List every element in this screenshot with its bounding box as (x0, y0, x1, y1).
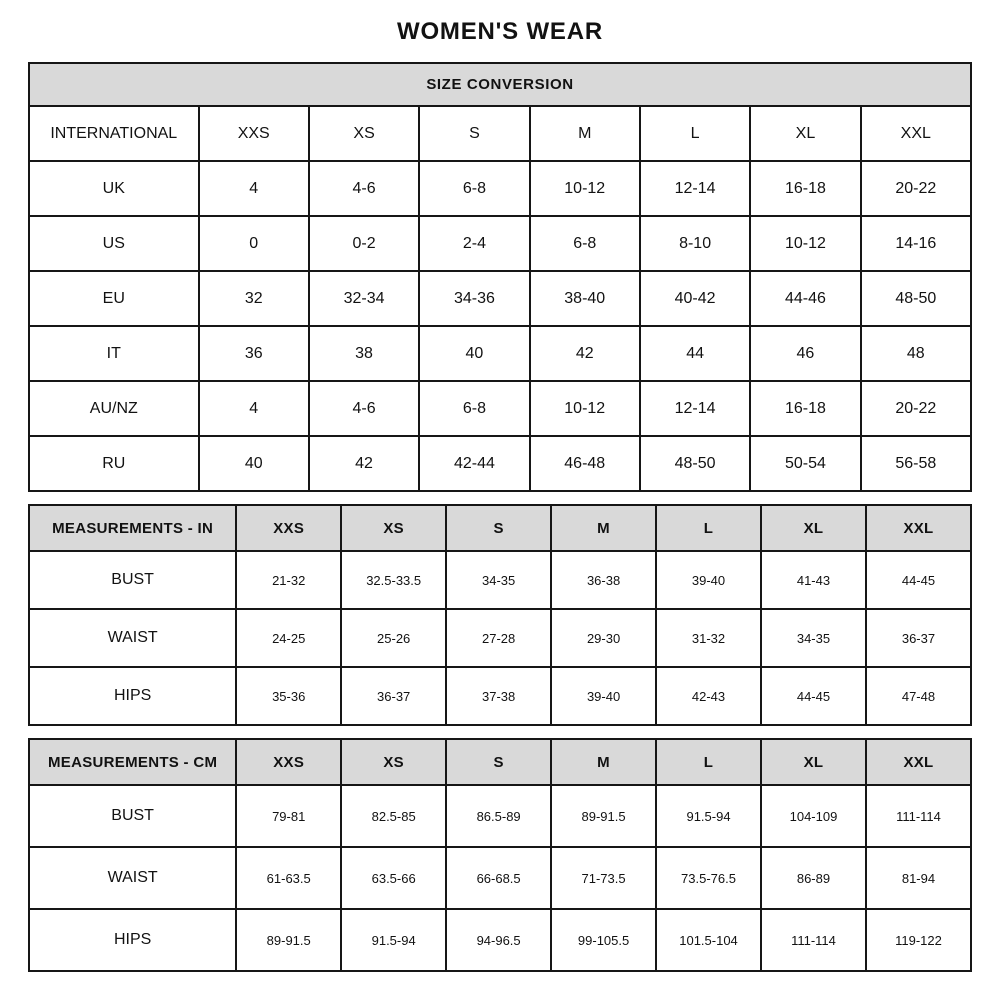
cell-value: 50-54 (750, 436, 860, 491)
cell-value: 0 (199, 216, 309, 271)
cell-value: 44 (640, 326, 750, 381)
measurements-cm-col-label: MEASUREMENTS - CM (29, 739, 236, 785)
measurements-cm-col-l: L (656, 739, 761, 785)
cell-value: 71-73.5 (551, 847, 656, 909)
cell-value: 25-26 (341, 609, 446, 667)
row-label: BUST (29, 785, 236, 847)
cell-value: 40-42 (640, 271, 750, 326)
cell-value: 2-4 (419, 216, 529, 271)
cell-value: 111-114 (866, 785, 971, 847)
cell-value: 29-30 (551, 609, 656, 667)
measurements-in-row-bust (29, 551, 971, 609)
cell-value: 63.5-66 (341, 847, 446, 909)
cell-value: 36-37 (866, 609, 971, 667)
cell-value: 44-45 (761, 667, 866, 725)
size-conversion-col-m: M (530, 106, 640, 161)
cell-value: 44-45 (866, 551, 971, 609)
size-conversion-row-it (29, 326, 971, 381)
cell-value: 34-36 (419, 271, 529, 326)
cell-value: 20-22 (861, 381, 971, 436)
cell-value: 44-46 (750, 271, 860, 326)
cell-value: 27-28 (446, 609, 551, 667)
size-conversion-row-eu (29, 271, 971, 326)
cell-value: 4 (199, 381, 309, 436)
cell-value: 32.5-33.5 (341, 551, 446, 609)
measurements-cm-row-hips (29, 909, 971, 971)
measurements-cm-col-xxs: XXS (236, 739, 341, 785)
cell-value: 82.5-85 (341, 785, 446, 847)
cell-value: 36 (199, 326, 309, 381)
size-conversion-col-l: L (640, 106, 750, 161)
cell-value: 12-14 (640, 161, 750, 216)
size-conversion-row-us (29, 216, 971, 271)
measurements-in-col-xxl: XXL (866, 505, 971, 551)
cell-value: 61-63.5 (236, 847, 341, 909)
row-label: IT (29, 326, 199, 381)
cell-value: 79-81 (236, 785, 341, 847)
row-label: WAIST (29, 609, 236, 667)
row-label: AU/NZ (29, 381, 199, 436)
cell-value: 21-32 (236, 551, 341, 609)
cell-value: 12-14 (640, 381, 750, 436)
measurements-cm-table (28, 738, 972, 972)
measurements-in-table (28, 504, 972, 726)
measurements-in-col-l: L (656, 505, 761, 551)
size-conversion-row-au-nz (29, 381, 971, 436)
size-conversion-col-label: INTERNATIONAL (29, 106, 199, 161)
cell-value: 89-91.5 (236, 909, 341, 971)
cell-value: 81-94 (866, 847, 971, 909)
cell-value: 34-35 (446, 551, 551, 609)
cell-value: 66-68.5 (446, 847, 551, 909)
cell-value: 42-44 (419, 436, 529, 491)
measurements-cm-col-xxl: XXL (866, 739, 971, 785)
size-conversion-section-header: SIZE CONVERSION (29, 63, 971, 106)
cell-value: 40 (199, 436, 309, 491)
cell-value: 42 (309, 436, 419, 491)
cell-value: 101.5-104 (656, 909, 761, 971)
measurements-in-row-hips (29, 667, 971, 725)
cell-value: 99-105.5 (551, 909, 656, 971)
cell-value: 94-96.5 (446, 909, 551, 971)
cell-value: 8-10 (640, 216, 750, 271)
row-label: HIPS (29, 909, 236, 971)
cell-value: 46 (750, 326, 860, 381)
cell-value: 35-36 (236, 667, 341, 725)
cell-value: 39-40 (656, 551, 761, 609)
cell-value: 4-6 (309, 161, 419, 216)
cell-value: 91.5-94 (341, 909, 446, 971)
row-label: RU (29, 436, 199, 491)
measurements-in-col-label: MEASUREMENTS - IN (29, 505, 236, 551)
cell-value: 48-50 (640, 436, 750, 491)
size-conversion-row-uk (29, 161, 971, 216)
cell-value: 47-48 (866, 667, 971, 725)
cell-value: 48-50 (861, 271, 971, 326)
cell-value: 10-12 (750, 216, 860, 271)
cell-value: 20-22 (861, 161, 971, 216)
measurements-in-row-waist (29, 609, 971, 667)
cell-value: 89-91.5 (551, 785, 656, 847)
size-conversion-col-s: S (419, 106, 529, 161)
cell-value: 104-109 (761, 785, 866, 847)
size-conversion-col-xs: XS (309, 106, 419, 161)
cell-value: 46-48 (530, 436, 640, 491)
measurements-in-col-s: S (446, 505, 551, 551)
cell-value: 42 (530, 326, 640, 381)
cell-value: 38-40 (530, 271, 640, 326)
measurements-in-header-row (29, 505, 971, 551)
cell-value: 32 (199, 271, 309, 326)
cell-value: 31-32 (656, 609, 761, 667)
cell-value: 48 (861, 326, 971, 381)
measurements-in-col-xxs: XXS (236, 505, 341, 551)
size-conversion-header-row (29, 106, 971, 161)
cell-value: 111-114 (761, 909, 866, 971)
cell-value: 14-16 (861, 216, 971, 271)
row-label: HIPS (29, 667, 236, 725)
size-conversion-col-xl: XL (750, 106, 860, 161)
row-label: EU (29, 271, 199, 326)
cell-value: 56-58 (861, 436, 971, 491)
cell-value: 6-8 (530, 216, 640, 271)
size-conversion-col-xxl: XXL (861, 106, 971, 161)
measurements-cm-col-xl: XL (761, 739, 866, 785)
measurements-cm-row-waist (29, 847, 971, 909)
measurements-cm-header-row (29, 739, 971, 785)
cell-value: 10-12 (530, 381, 640, 436)
cell-value: 39-40 (551, 667, 656, 725)
cell-value: 86-89 (761, 847, 866, 909)
row-label: UK (29, 161, 199, 216)
measurements-cm-col-xs: XS (341, 739, 446, 785)
cell-value: 41-43 (761, 551, 866, 609)
size-conversion-section-row (29, 63, 971, 106)
size-conversion-table (28, 62, 972, 492)
measurements-cm-col-m: M (551, 739, 656, 785)
cell-value: 36-38 (551, 551, 656, 609)
cell-value: 4-6 (309, 381, 419, 436)
cell-value: 34-35 (761, 609, 866, 667)
page-title: WOMEN'S WEAR (397, 18, 603, 45)
measurements-in-col-m: M (551, 505, 656, 551)
cell-value: 0-2 (309, 216, 419, 271)
size-conversion-row-ru (29, 436, 971, 491)
row-label: BUST (29, 551, 236, 609)
cell-value: 24-25 (236, 609, 341, 667)
measurements-cm-row-bust (29, 785, 971, 847)
cell-value: 36-37 (341, 667, 446, 725)
cell-value: 40 (419, 326, 529, 381)
size-conversion-col-xxs: XXS (199, 106, 309, 161)
cell-value: 16-18 (750, 161, 860, 216)
cell-value: 86.5-89 (446, 785, 551, 847)
cell-value: 38 (309, 326, 419, 381)
cell-value: 91.5-94 (656, 785, 761, 847)
cell-value: 37-38 (446, 667, 551, 725)
measurements-cm-col-s: S (446, 739, 551, 785)
row-label: US (29, 216, 199, 271)
measurements-in-col-xs: XS (341, 505, 446, 551)
cell-value: 32-34 (309, 271, 419, 326)
measurements-in-col-xl: XL (761, 505, 866, 551)
cell-value: 16-18 (750, 381, 860, 436)
cell-value: 42-43 (656, 667, 761, 725)
cell-value: 119-122 (866, 909, 971, 971)
row-label: WAIST (29, 847, 236, 909)
cell-value: 4 (199, 161, 309, 216)
cell-value: 73.5-76.5 (656, 847, 761, 909)
cell-value: 6-8 (419, 381, 529, 436)
cell-value: 10-12 (530, 161, 640, 216)
cell-value: 6-8 (419, 161, 529, 216)
